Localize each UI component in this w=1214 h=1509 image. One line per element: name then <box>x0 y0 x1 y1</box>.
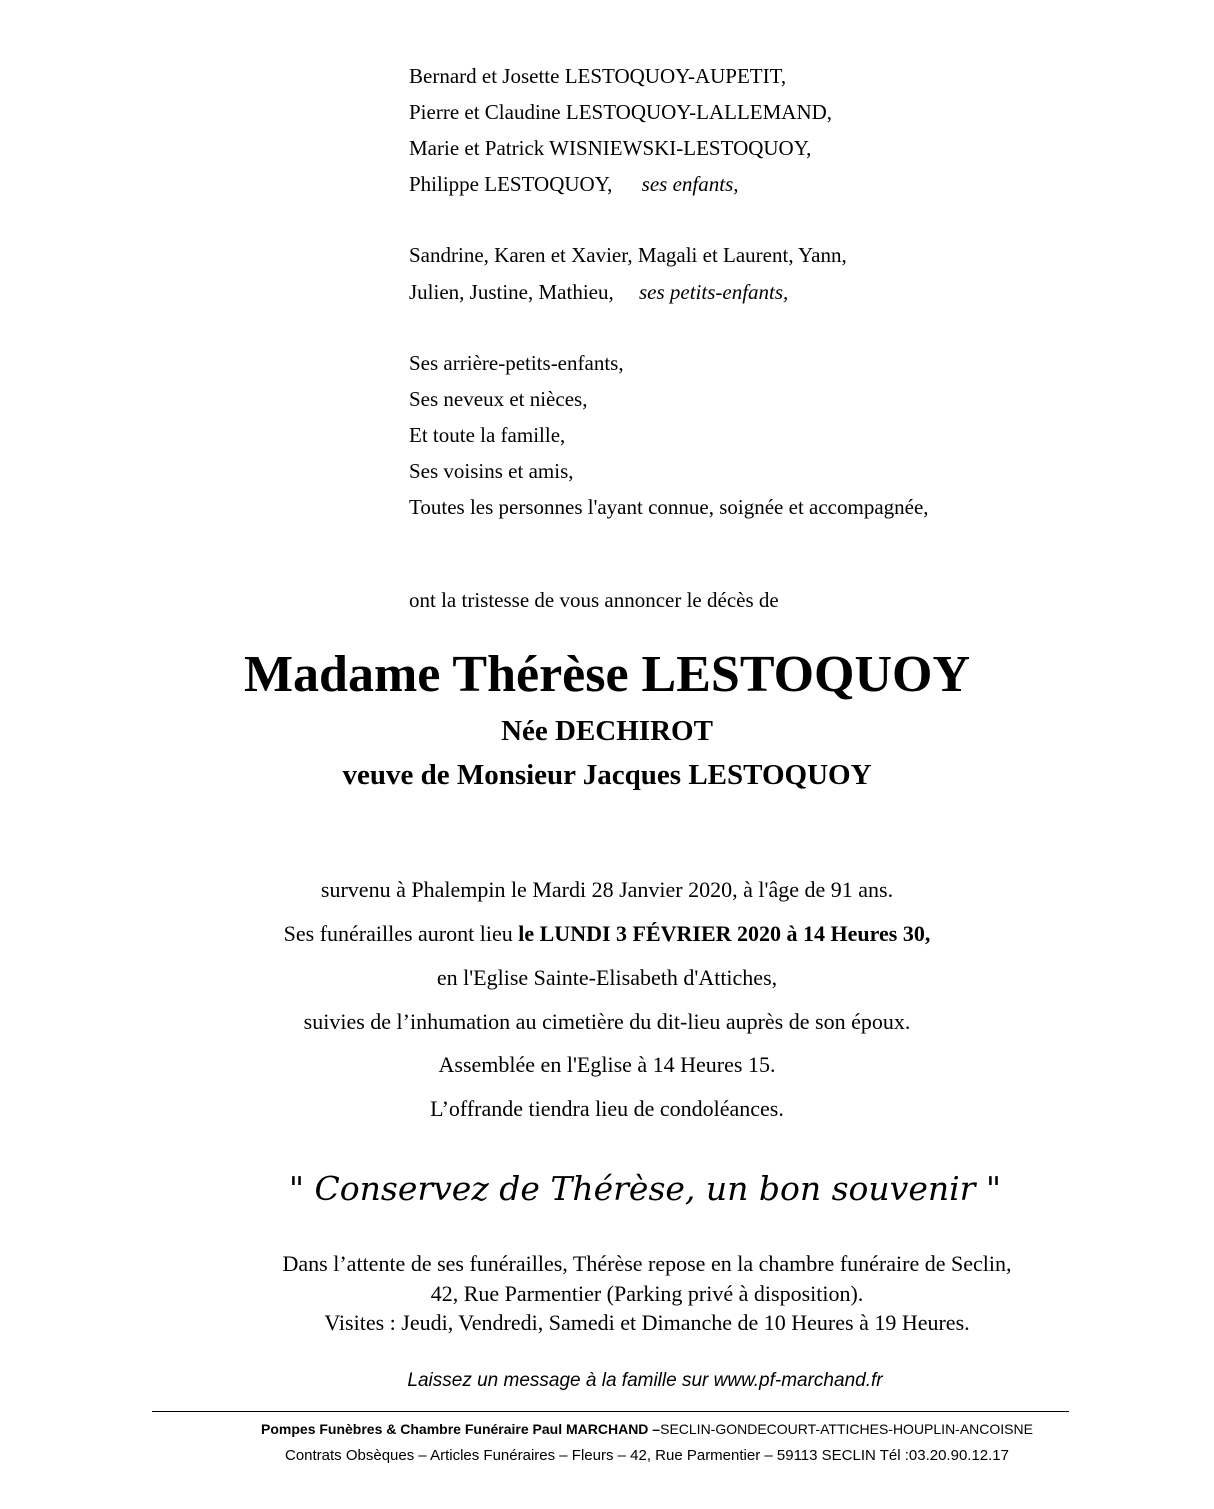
deceased-name: Madame Thérèse LESTOQUOY <box>243 646 971 703</box>
grandchildren-line <box>409 280 788 305</box>
family-other-line: Toutes les personnes l'ayant connue, soignée et accompagnée, <box>409 495 929 519</box>
family-child-line <box>409 172 739 197</box>
family-child-line: Bernard et Josette LESTOQUOY-AUPETIT, <box>409 64 787 88</box>
funeral-details <box>0 921 1214 947</box>
footer-company-towns: SECLIN-GONDECOURT-ATTICHES-HOUPLIN-ANCOISNE <box>660 1421 1033 1437</box>
footer-company-name: Pompes Funèbres & Chambre Funéraire Paul MARCHAND – <box>261 1421 661 1437</box>
family-child-line: Marie et Patrick WISNIEWSKI-LESTOQUOY, <box>409 136 812 160</box>
family-child-line: Pierre et Claudine LESTOQUOY-LALLEMAND, <box>409 100 833 124</box>
maiden-name: Née DECHIROT <box>501 715 713 747</box>
visitation-line: 42, Rue Parmentier (Parking privé à disposition). <box>430 1281 864 1306</box>
widow-of: veuve de Monsieur Jacques LESTOQUOY <box>342 759 872 791</box>
announcement-text: ont la tristesse de vous annoncer le décès de <box>409 588 779 612</box>
family-child-name: Philippe LESTOQUOY, <box>409 172 613 196</box>
grandchildren-names: Julien, Justine, Mathieu, <box>409 280 614 304</box>
family-other-line: Ses neveux et nièces, <box>409 387 588 411</box>
children-role: ses enfants, <box>641 172 739 196</box>
funeral-prefix: Ses funérailles auront lieu <box>283 921 519 946</box>
visitation-line: Dans l’attente de ses funérailles, Thérèse repose en la chambre funéraire de Seclin, <box>282 1251 1012 1276</box>
assembly-details: Assemblée en l'Eglise à 14 Heures 15. <box>438 1052 776 1077</box>
death-details: survenu à Phalempin le Mardi 28 Janvier 2020, à l'âge de 91 ans. <box>320 877 894 902</box>
burial-details: suivies de l’inhumation au cimetière du dit-lieu auprès de son époux. <box>303 1009 911 1034</box>
visitation-line: Visites : Jeudi, Vendredi, Samedi et Dimanche de 10 Heures à 19 Heures. <box>324 1310 970 1335</box>
family-other-line: Ses voisins et amis, <box>409 459 574 483</box>
grandchildren-role: ses petits-enfants, <box>638 280 789 304</box>
offering-details: L’offrande tiendra lieu de condoléances. <box>430 1096 784 1121</box>
family-other-line: Et toute la famille, <box>409 423 566 447</box>
message-link[interactable]: Laissez un message à la famille sur www.pf-marchand.fr <box>407 1370 883 1391</box>
footer-divider <box>152 1411 1069 1412</box>
family-other-line: Ses arrière-petits-enfants, <box>409 351 624 375</box>
memorial-quote: " Conservez de Thérèse, un bon souvenir " <box>288 1169 1002 1208</box>
footer-company <box>40 1421 1214 1437</box>
grandchildren-line: Sandrine, Karen et Xavier, Magali et Laurent, Yann, <box>409 243 847 267</box>
church-details: en l'Eglise Sainte-Elisabeth d'Attiches, <box>436 965 778 990</box>
funeral-date: le LUNDI 3 FÉVRIER 2020 à 14 Heures 30, <box>518 921 931 946</box>
footer-contact: Contrats Obsèques – Articles Funéraires – Fleurs – 42, Rue Parmentier – 59113 SECLIN Tél :03.20.90.12.17 <box>284 1447 1009 1464</box>
